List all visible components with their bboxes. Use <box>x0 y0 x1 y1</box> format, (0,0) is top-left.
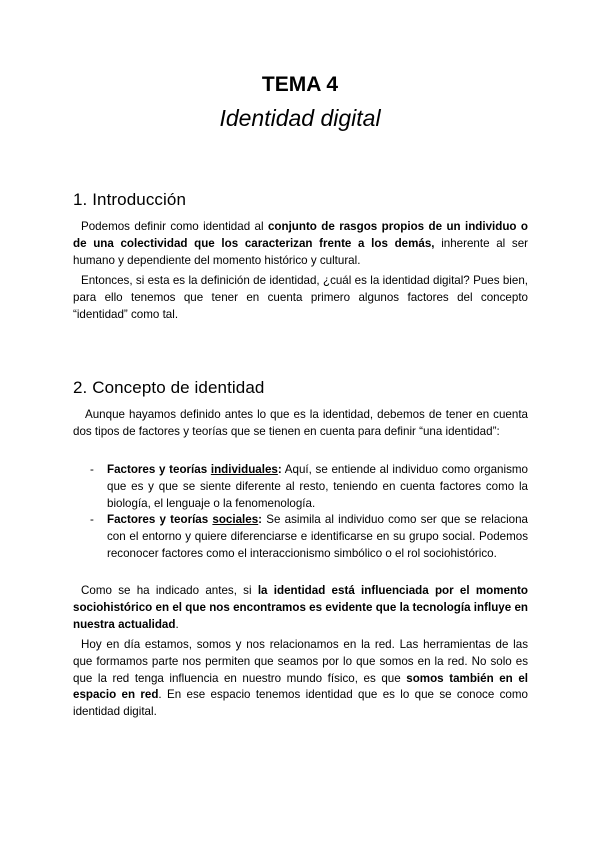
paragraph-text: inherente al ser humano y dependiente del momento histórico y cultural. <box>73 236 528 267</box>
list-item-text: Se asimila al individuo como ser que se relaciona con el entorno y quiere diferenciarse e identificarse en su grupo social. Podemos reconocer factores como el interaccionismo simbólico o el rol sociohistórico. <box>107 513 528 560</box>
paragraph-tipos-factores: Aunque hayamos definido antes lo que es la identidad, debemos de tener en cuenta dos tipos de factores y teorías que se tienen en cuenta para definir “una identidad”: <box>73 408 528 438</box>
section-heading-concepto-identidad: 2. Concepto de identidad <box>73 378 265 397</box>
paragraph-text: . <box>175 617 179 631</box>
paragraph-bold-text: la identidad está influenciada por el momento sociohistórico en el que nos encontramos es evidente que la tecnología influye en nuestra actualidad <box>73 584 528 631</box>
paragraph-influencia-tecnologia <box>73 583 528 633</box>
list-item-label-underlined: individuales <box>210 463 278 476</box>
list-item-sociales <box>90 512 528 562</box>
paragraph-identidad-red <box>73 637 528 721</box>
paragraph-text: Hoy en día estamos, somos y nos relacionamos en la red. Las herramientas de las que formamos parte nos permiten que seamos por lo que somos en la red. No solo es que la red tenga influencia en nuestro mundo físico, es que <box>73 638 528 685</box>
section-heading-introduccion: 1. Introducción <box>73 190 187 209</box>
factors-list <box>90 462 528 563</box>
page-subtitle: Identidad digital <box>219 105 381 131</box>
paragraph-text: Podemos definir como identidad al <box>81 220 268 233</box>
list-item-label-text: Factores y teorías <box>107 513 213 527</box>
list-item-label <box>107 463 282 476</box>
list-item-label-colon: : <box>277 463 282 476</box>
page-title: TEMA 4 <box>261 73 339 96</box>
paragraph-text: Como se ha indicado antes, si <box>81 584 258 597</box>
list-dash: - <box>90 463 94 476</box>
paragraph-definicion-identidad <box>73 219 528 269</box>
list-item-label-text: Factores y teorías <box>107 463 211 476</box>
list-item-label-underlined: sociales <box>212 513 259 527</box>
list-item-text: Aquí, se entiende al individuo como organismo que es y que se siente diferente al resto, teniendo en cuenta factores como la biología, el lenguaje o la fenomenología. <box>107 463 528 510</box>
list-dash: - <box>90 513 94 527</box>
list-item-label <box>107 513 262 526</box>
list-item-label-colon: : <box>258 513 263 527</box>
paragraph-identidad-digital-pregunta: Entonces, si esta es la definición de identidad, ¿cuál es la identidad digital? Pues bien, para ello tenemos que tener en cuenta primero algunos factores del concepto “identidad” como tal. <box>73 274 528 321</box>
paragraph-bold-text: conjunto de rasgos propios de un individuo o de una colectividad que los caracterizan frente a los demás, <box>73 220 528 250</box>
paragraph-bold-text: somos también en el espacio en red <box>73 671 528 702</box>
list-item-individuales <box>90 462 528 512</box>
paragraph-text: . En ese espacio tenemos identidad que es lo que se conoce como identidad digital. <box>73 688 528 719</box>
